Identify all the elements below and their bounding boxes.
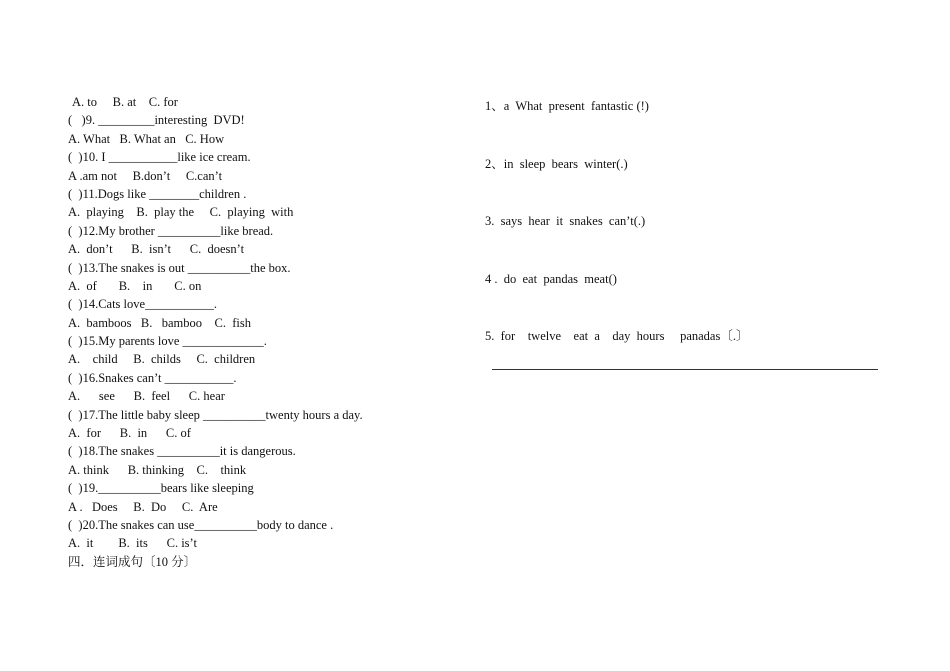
answer-line — [492, 369, 878, 370]
left-question-column — [68, 93, 468, 571]
question-9: ( )9. _________interesting DVD! — [68, 113, 245, 128]
question-16: ( )16.Snakes can’t ___________. — [68, 370, 237, 385]
question-12: ( )12.My brother __________like bread. — [68, 223, 274, 238]
options-16: A. see B. feel C. hear — [68, 389, 225, 404]
question-15: ( )15.My parents love _____________. — [68, 334, 267, 349]
options-10: A .am not B.don’t C.can’t — [68, 168, 223, 183]
question-17: ( )17.The little baby sleep __________twenty hours a day. — [68, 407, 363, 422]
question-13: ( )13.The snakes is out __________the box. — [68, 260, 291, 275]
sentence-item-2: 2、in sleep bears winter(.) — [485, 156, 628, 171]
options-9: A. What B. What an C. How — [68, 131, 225, 146]
question-18: ( )18.The snakes __________it is dangerous. — [68, 444, 296, 459]
sentence-item-3: 3. says hear it snakes can’t(.) — [485, 214, 646, 228]
options-19: A . Does B. Do C. Are — [68, 499, 218, 514]
question-20: ( )20.The snakes can use__________body to dance . — [68, 517, 334, 532]
question-14: ( )14.Cats love___________. — [68, 297, 217, 312]
options-15: A. child B. childs C. children — [68, 352, 256, 367]
right-sentence-column — [485, 97, 885, 385]
section-heading: 四．连词成句〔10 分〕 — [68, 554, 197, 569]
options-14: A. bamboos B. bamboo C. fish — [68, 315, 251, 330]
question-10: ( )10. I ___________like ice cream. — [68, 150, 251, 165]
options-17: A. for B. in C. of — [68, 426, 191, 441]
options-line-8: A. to B. at C. for — [72, 95, 178, 109]
question-19: ( )19.__________bears like sleeping — [68, 481, 254, 496]
options-20: A. it B. its C. is’t — [68, 536, 197, 551]
sentence-item-5: 5. for twelve eat a day hours panadas〔.〕 — [485, 329, 749, 343]
options-11: A. playing B. play the C. playing with — [68, 205, 294, 220]
options-12: A. don’t B. isn’t C. doesn’t — [68, 242, 245, 257]
sentence-item-1: 1、a What present fantastic (!) — [485, 99, 649, 113]
options-13: A. of B. in C. on — [68, 278, 202, 293]
sentence-item-4: 4 . do eat pandas meat() — [485, 271, 617, 286]
options-18: A. think B. thinking C. think — [68, 462, 247, 477]
question-11: ( )11.Dogs like ________children . — [68, 186, 247, 201]
